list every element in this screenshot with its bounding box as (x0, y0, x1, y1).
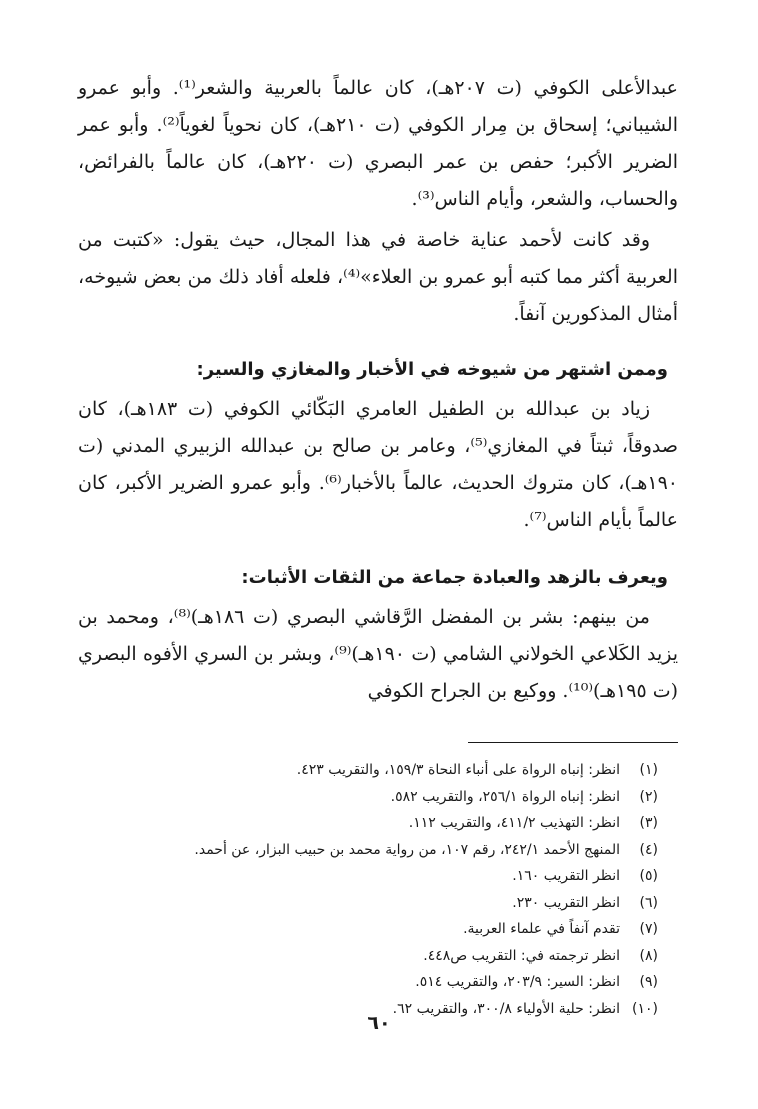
footnote-number: (٩) (639, 974, 658, 990)
footnote-number: (٤) (639, 841, 658, 858)
history-paragraph: زياد بن عبدالله بن الطفيل العامري البَكّائي الكوفي (ت ١٨٣هـ)، كان صدوقاً، ثبتاً في المغازي⁽⁵⁾، وعامر بن صالح بن عبدالله الزبيري المدني (ت ١٩٠هـ)، كان متروك الحديث، عالماً بالأخبار⁽⁶⁾. وأبو عمرو الضرير الأكبر، كان عالماً بأيام الناس⁽⁷⁾. (78, 398, 678, 531)
footnote-text: انظر ترجمته في: التقريب ص٤٤٨. (423, 947, 620, 964)
intro-paragraph-2: وقد كانت لأحمد عناية خاصة في هذا المجال، حيث يقول: «كتبت من العربية أكثر مما كتبه أبو عمرو بن العلاء»⁽⁴⁾، فلعله أفاد ذلك من بعض شيوخه، أمثال المذكورين آنفاً. (78, 229, 678, 325)
footnote-number: (٨) (639, 947, 658, 964)
footnote-separator (468, 742, 678, 743)
footnote-text: انظر: حلية الأولياء ٣٠٠/٨، والتقريب ٦٢. (392, 1000, 620, 1017)
footnote-item (78, 810, 658, 837)
ascetics-paragraph: من بينهم: بشر بن المفضل الرَّقاشي البصري (ت ١٨٦هـ)⁽⁸⁾، ومحمد بن يزيد الكَلاعي الخولاني الشامي (ت ١٩٠هـ)⁽⁹⁾، وبشر بن السري الأفوه البصري (ت ١٩٥هـ)⁽¹⁰⁾. ووكيع بن الجراح الكوفي (78, 606, 679, 702)
page-number: ٦٠ (367, 1012, 391, 1034)
footnote-number: (٣) (639, 815, 658, 831)
footnote-number: (٦) (639, 894, 658, 911)
footnote-text: انظر التقريب ٢٣٠. (512, 894, 620, 911)
book-page (78, 70, 678, 1022)
footnote-number: (١٠) (632, 1000, 658, 1017)
footnote-item (78, 863, 658, 890)
footnote-item (78, 757, 658, 784)
footnote-item (78, 969, 658, 996)
intro-paragraph-1: عبدالأعلى الكوفي (ت ٢٠٧هـ)، كان عالماً بالعربية والشعر⁽¹⁾. وأبو عمرو الشيباني؛ إسحاق بن مِرار الكوفي (ت ٢١٠هـ)، كان نحوياً لغوياً⁽²⁾. وأبو عمر الضرير الأكبر؛ حفص بن عمر البصري (ت ٢٢٠هـ)، كان عالماً بالفرائض، والحساب، والشعر، وأيام الناس⁽³⁾. (78, 77, 678, 210)
footnote-text: انظر: التهذيب ٤١١/٢، والتقريب ١١٢. (408, 815, 620, 831)
footnote-number: (١) (639, 762, 658, 778)
footnote-text: تقدم آنفاً في علماء العربية. (463, 921, 620, 937)
footnote-item (78, 890, 658, 917)
section-heading-history: وممن اشتهر من شيوخه في الأخبار والمغازي والسير: (196, 359, 668, 380)
footnote-number: (٢) (639, 788, 658, 805)
footnote-text: انظر: السير: ٢٠٣/٩، والتقريب ٥١٤. (415, 974, 620, 990)
footnote-number: (٧) (639, 921, 658, 937)
footnote-text: انظر: إنباه الرواة على أنباء النحاة ١٥٩/٣، والتقريب ٤٢٣. (296, 762, 620, 778)
section-heading-ascetics: ويعرف بالزهد والعبادة جماعة من الثقات الأثبات: (241, 567, 668, 588)
footnote-item (78, 943, 658, 970)
footnote-text: انظر التقريب ١٦٠. (512, 868, 620, 884)
footnote-item (78, 916, 658, 943)
footnote-text: المنهج الأحمد ٢٤٢/١، رقم ١٠٧، من رواية محمد بن حبيب البزار، عن أحمد. (194, 841, 620, 858)
footnotes-list (78, 757, 678, 1022)
footnote-item (78, 784, 658, 811)
footnote-text: انظر: إنباه الرواة ٢٥٦/١، والتقريب ٥٨٢. (390, 788, 620, 805)
footnote-item (78, 837, 658, 864)
footnote-number: (٥) (639, 868, 658, 884)
